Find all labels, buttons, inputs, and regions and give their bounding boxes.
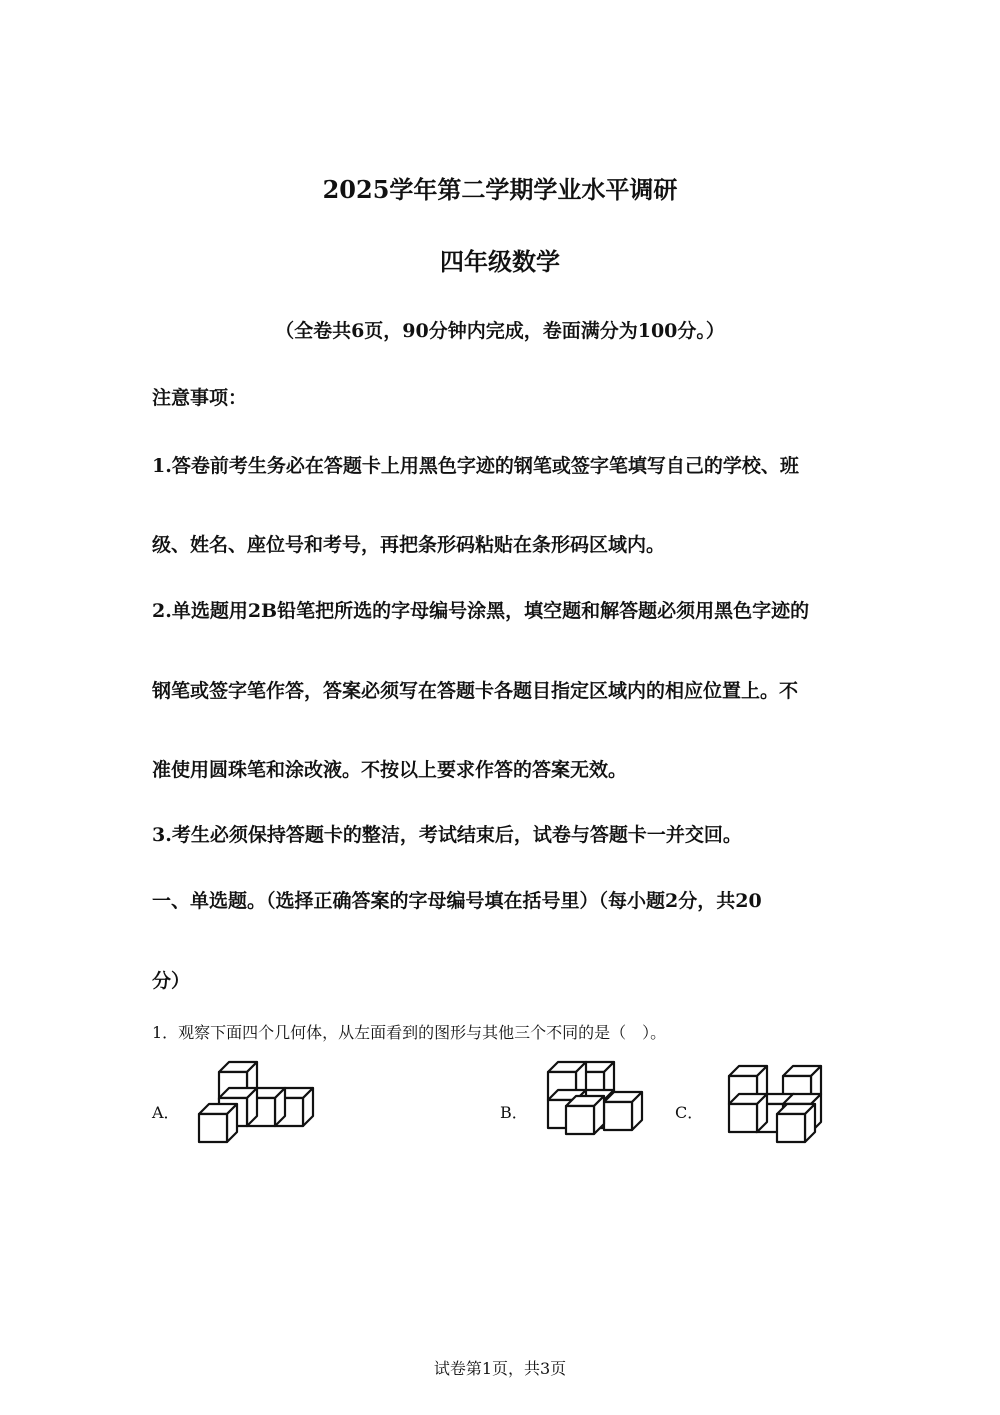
- exam-title: 2025学年第二学期学业水平调研: [322, 175, 678, 204]
- cube-stack-b-icon: [542, 1058, 647, 1143]
- notes-heading: 注意事项：: [152, 387, 248, 409]
- option-a-label: A．: [152, 1103, 180, 1122]
- note-line: 钢笔或签字笔作答，答案必须写在答题卡各题目指定区域内的相应位置上。不: [152, 680, 799, 702]
- option-b-label: B．: [500, 1103, 528, 1122]
- section-heading-continued: 分）: [152, 970, 191, 992]
- exam-subtitle: 四年级数学: [440, 247, 560, 276]
- page-footer: 试卷第1页，共3页: [433, 1359, 567, 1378]
- cube-stack-c-icon: [725, 1064, 830, 1149]
- exam-info: （全卷共6页，90分钟内完成，卷面满分为100分。）: [275, 320, 725, 342]
- note-line: 级、姓名、座位号和考号，再把条形码粘贴在条形码区域内。: [152, 534, 666, 556]
- section-heading: 一、单选题。（选择正确答案的字母编号填在括号里）（每小题2分，共20: [152, 890, 762, 912]
- question-1-text: 1．观察下面四个几何体，从左面看到的图形与其他三个不同的是（ ）。: [152, 1023, 667, 1042]
- note-line: 准使用圆珠笔和涂改液。不按以上要求作答的答案无效。: [152, 759, 628, 781]
- note-line: 3.考生必须保持答题卡的整洁，考试结束后，试卷与答题卡一并交回。: [152, 824, 742, 846]
- note-line: 2.单选题用2B铅笔把所选的字母编号涂黑，填空题和解答题必须用黑色字迹的: [152, 600, 810, 622]
- option-c-label: C．: [675, 1103, 704, 1122]
- cube-stack-a-icon: [195, 1058, 320, 1150]
- note-line: 1.答卷前考生务必在答题卡上用黑色字迹的钢笔或签字笔填写自己的学校、班: [152, 455, 799, 477]
